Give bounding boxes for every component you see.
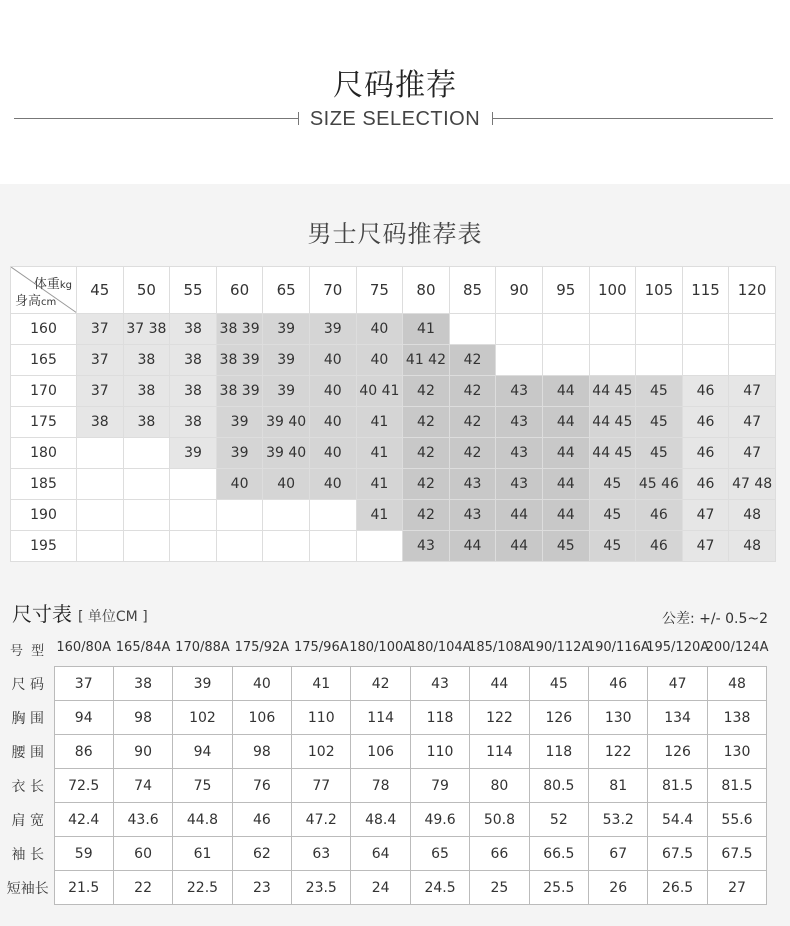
measure-cell: 48: [707, 667, 766, 701]
size-row: [2, 837, 767, 871]
recommend-row: [11, 438, 776, 469]
size-cell: [77, 531, 124, 562]
size-cell: 40: [309, 376, 356, 407]
size-cell: 42: [403, 376, 450, 407]
size-cell: 47: [682, 500, 729, 531]
recommend-row: [11, 407, 776, 438]
size-cell: 43: [403, 531, 450, 562]
model-value: 165/84A: [115, 640, 171, 655]
size-cell: 43: [449, 469, 496, 500]
tolerance: 公差: +/- 0.5~2: [661, 611, 768, 627]
height-header: 195: [11, 531, 77, 562]
weight-header: 80: [403, 267, 450, 314]
size-cell: 40: [356, 314, 403, 345]
weight-text: 体重: [33, 277, 60, 292]
size-unit: [ 单位CM ]: [78, 609, 148, 625]
measure-cell: 55.6: [707, 803, 766, 837]
size-cell: [729, 345, 776, 376]
size-cell: 45: [636, 407, 683, 438]
height-text: 身高: [15, 294, 42, 309]
table-corner: [11, 267, 77, 314]
model-value: 175/96A: [293, 640, 349, 655]
row-label: 胸 围: [11, 710, 44, 727]
size-cell: [682, 345, 729, 376]
measure-cell: 59: [54, 837, 113, 871]
measure-cell: 66.5: [529, 837, 588, 871]
weight-header: 115: [682, 267, 729, 314]
size-cell: 39: [216, 407, 263, 438]
size-cell: 39: [263, 376, 310, 407]
header: [0, 0, 790, 184]
measure-cell: 94: [54, 701, 113, 735]
measure-cell: 130: [707, 735, 766, 769]
measure-cell: 21.5: [54, 871, 113, 905]
recommend-row: [11, 500, 776, 531]
size-cell: 46: [636, 500, 683, 531]
height-header: 190: [11, 500, 77, 531]
measure-cell: 63: [292, 837, 351, 871]
measure-cell: 102: [292, 735, 351, 769]
measure-cell: 22: [113, 871, 172, 905]
size-cell: 47: [729, 438, 776, 469]
measure-cell: 118: [529, 735, 588, 769]
size-cell: 38: [170, 314, 217, 345]
size-cell: 41: [403, 314, 450, 345]
size-row: [2, 667, 767, 701]
size-cell: 41: [356, 438, 403, 469]
measure-cell: 61: [173, 837, 232, 871]
measure-cell: 23: [232, 871, 291, 905]
size-cell: 37: [77, 376, 124, 407]
recommend-row: [11, 376, 776, 407]
recommend-title: 男士尺码推荐表: [307, 220, 483, 248]
measure-cell: 98: [113, 701, 172, 735]
size-cell: 44: [542, 376, 589, 407]
size-cell: [123, 500, 170, 531]
model-value: 180/104A: [408, 640, 472, 655]
weight-header: 45: [77, 267, 124, 314]
size-cell: 47: [729, 376, 776, 407]
measure-cell: 94: [173, 735, 232, 769]
model-value: 190/116A: [586, 640, 650, 655]
model-value: 200/124A: [705, 640, 769, 655]
size-cell: [589, 345, 636, 376]
size-cell: 46: [636, 531, 683, 562]
measure-cell: 44: [470, 667, 529, 701]
size-cell: 41 42: [403, 345, 450, 376]
height-label: [15, 290, 56, 309]
model-value: 185/108A: [468, 640, 531, 655]
height-unit: cm: [41, 297, 57, 308]
measure-cell: 81.5: [707, 769, 766, 803]
size-cell: [123, 438, 170, 469]
size-cell: [542, 345, 589, 376]
size-cell: 41: [356, 469, 403, 500]
size-cell: 45: [589, 469, 636, 500]
weight-header: 55: [170, 267, 217, 314]
measure-cell: 39: [173, 667, 232, 701]
measure-cell: 43: [410, 667, 469, 701]
size-cell: 38: [170, 407, 217, 438]
measure-cell: 43.6: [113, 803, 172, 837]
height-header: 160: [11, 314, 77, 345]
size-cell: [77, 500, 124, 531]
measure-cell: 77: [292, 769, 351, 803]
measure-cell: 106: [232, 701, 291, 735]
measure-cell: 76: [232, 769, 291, 803]
size-cell: [496, 345, 543, 376]
size-cell: 46: [682, 438, 729, 469]
measure-cell: 114: [351, 701, 410, 735]
row-label: 短袖长: [6, 880, 49, 897]
size-cell: 43: [496, 438, 543, 469]
size-cell: 46: [682, 376, 729, 407]
size-cell: 38 39: [216, 376, 263, 407]
model-value: 180/100A: [349, 640, 413, 655]
measure-cell: 122: [470, 701, 529, 735]
measure-cell: 66: [470, 837, 529, 871]
measure-cell: 45: [529, 667, 588, 701]
measure-cell: 52: [529, 803, 588, 837]
measure-cell: 60: [113, 837, 172, 871]
size-cell: 45: [542, 531, 589, 562]
height-header: 165: [11, 345, 77, 376]
size-title-text: 尺寸表: [12, 602, 72, 626]
size-cell: 39 40: [263, 438, 310, 469]
weight-header: 105: [636, 267, 683, 314]
size-cell: 38: [170, 345, 217, 376]
size-cell: [542, 314, 589, 345]
size-cell: [496, 314, 543, 345]
measure-cell: 42: [351, 667, 410, 701]
size-cell: 44: [542, 407, 589, 438]
size-cell: 42: [403, 469, 450, 500]
measure-cell: 122: [589, 735, 648, 769]
measure-cell: 106: [351, 735, 410, 769]
measure-cell: 49.6: [410, 803, 469, 837]
size-cell: 42: [403, 500, 450, 531]
size-cell: 44: [542, 500, 589, 531]
page-subtitle: SIZE SELECTION: [309, 108, 481, 130]
size-cell: 42: [449, 407, 496, 438]
measure-cell: 80: [470, 769, 529, 803]
measure-cell: 26: [589, 871, 648, 905]
height-header: 180: [11, 438, 77, 469]
size-cell: 40: [216, 469, 263, 500]
measure-cell: 126: [529, 701, 588, 735]
measure-cell: 46: [589, 667, 648, 701]
measure-cell: 42.4: [54, 803, 113, 837]
weight-unit: kg: [59, 280, 72, 291]
measure-cell: 41: [292, 667, 351, 701]
measure-cell: 90: [113, 735, 172, 769]
size-cell: [77, 469, 124, 500]
divider-right: [493, 118, 773, 119]
size-cell: 44 45: [589, 376, 636, 407]
measure-cell: 27: [707, 871, 766, 905]
size-cell: 39: [170, 438, 217, 469]
size-cell: 43: [496, 469, 543, 500]
measure-cell: 75: [173, 769, 232, 803]
weight-header: 75: [356, 267, 403, 314]
measure-cell: 26.5: [648, 871, 707, 905]
weight-header: 90: [496, 267, 543, 314]
size-cell: 42: [403, 407, 450, 438]
size-cell: 39: [216, 438, 263, 469]
size-cell: 37: [77, 314, 124, 345]
measure-cell: 24: [351, 871, 410, 905]
measure-cell: 102: [173, 701, 232, 735]
size-cell: 40: [309, 345, 356, 376]
recommend-row: [11, 314, 776, 345]
recommend-table: [10, 266, 776, 562]
size-cell: 47: [682, 531, 729, 562]
size-cell: 38 39: [216, 345, 263, 376]
measure-cell: 81.5: [648, 769, 707, 803]
measure-cell: 40: [232, 667, 291, 701]
size-cell: [170, 500, 217, 531]
size-cell: [682, 314, 729, 345]
size-cell: 44: [542, 438, 589, 469]
size-cell: 41: [356, 407, 403, 438]
model-value: 175/92A: [234, 640, 290, 655]
size-cell: 38 39: [216, 314, 263, 345]
weight-header: 100: [589, 267, 636, 314]
measure-cell: 86: [54, 735, 113, 769]
model-value: 195/120A: [646, 640, 710, 655]
size-cell: [216, 531, 263, 562]
size-cell: 44: [449, 531, 496, 562]
size-section: [0, 184, 790, 926]
height-header: 185: [11, 469, 77, 500]
model-value: 160/80A: [56, 640, 112, 655]
measure-cell: 54.4: [648, 803, 707, 837]
size-cell: 40: [309, 438, 356, 469]
size-cell: 38: [77, 407, 124, 438]
measure-cell: 38: [113, 667, 172, 701]
size-cell: 48: [729, 500, 776, 531]
model-value: 170/88A: [175, 640, 230, 655]
weight-header: 60: [216, 267, 263, 314]
size-cell: 40: [309, 469, 356, 500]
size-table: [2, 666, 767, 905]
measure-cell: 25.5: [529, 871, 588, 905]
size-row: [2, 803, 767, 837]
size-cell: [636, 314, 683, 345]
measure-cell: 67.5: [648, 837, 707, 871]
size-cell: 47: [729, 407, 776, 438]
measure-cell: 130: [589, 701, 648, 735]
weight-header: 65: [263, 267, 310, 314]
size-row: [2, 871, 767, 905]
size-cell: 37: [77, 345, 124, 376]
size-cell: [729, 314, 776, 345]
measure-cell: 23.5: [292, 871, 351, 905]
size-cell: 38: [123, 407, 170, 438]
size-cell: [589, 314, 636, 345]
size-cell: 45: [589, 531, 636, 562]
size-cell: 38: [123, 376, 170, 407]
measure-cell: 80.5: [529, 769, 588, 803]
size-cell: [309, 500, 356, 531]
size-cell: 37 38: [123, 314, 170, 345]
measure-cell: 138: [707, 701, 766, 735]
measure-cell: 78: [351, 769, 410, 803]
measure-cell: 67: [589, 837, 648, 871]
recommend-row: [11, 469, 776, 500]
row-label: 肩 宽: [11, 812, 44, 829]
measure-cell: 47: [648, 667, 707, 701]
measure-cell: 25: [470, 871, 529, 905]
size-cell: 45: [589, 500, 636, 531]
measure-cell: 126: [648, 735, 707, 769]
size-cell: 40: [263, 469, 310, 500]
measure-cell: 46: [232, 803, 291, 837]
weight-header: 85: [449, 267, 496, 314]
row-label: 袖 长: [11, 846, 44, 863]
measure-cell: 134: [648, 701, 707, 735]
model-row: [0, 640, 790, 658]
size-row: [2, 701, 767, 735]
size-cell: 42: [449, 438, 496, 469]
size-cell: [356, 531, 403, 562]
size-cell: [170, 469, 217, 500]
weight-header: 70: [309, 267, 356, 314]
size-cell: 43: [496, 407, 543, 438]
size-cell: 46: [682, 407, 729, 438]
measure-cell: 114: [470, 735, 529, 769]
size-cell: 43: [496, 376, 543, 407]
measure-cell: 64: [351, 837, 410, 871]
weight-header: 50: [123, 267, 170, 314]
measure-cell: 74: [113, 769, 172, 803]
measure-cell: 48.4: [351, 803, 410, 837]
recommend-row: [11, 345, 776, 376]
size-cell: 44 45: [589, 407, 636, 438]
measure-cell: 24.5: [410, 871, 469, 905]
measure-cell: 110: [292, 701, 351, 735]
size-row: [2, 735, 767, 769]
size-cell: 40 41: [356, 376, 403, 407]
size-cell: [309, 531, 356, 562]
model-label: 号 型: [10, 644, 47, 659]
weight-header: 95: [542, 267, 589, 314]
size-cell: [123, 531, 170, 562]
measure-cell: 53.2: [589, 803, 648, 837]
size-cell: [263, 500, 310, 531]
measure-cell: 22.5: [173, 871, 232, 905]
measure-cell: 47.2: [292, 803, 351, 837]
size-cell: 42: [403, 438, 450, 469]
model-value: 190/112A: [527, 640, 591, 655]
measure-cell: 118: [410, 701, 469, 735]
row-label: 腰 围: [11, 744, 44, 761]
recommend-row: [11, 531, 776, 562]
size-cell: 45: [636, 438, 683, 469]
measure-cell: 62: [232, 837, 291, 871]
measure-cell: 79: [410, 769, 469, 803]
row-label: 衣 长: [11, 778, 44, 795]
size-cell: 44: [496, 500, 543, 531]
size-cell: 46: [682, 469, 729, 500]
size-cell: 39: [263, 314, 310, 345]
measure-cell: 67.5: [707, 837, 766, 871]
measure-cell: 37: [54, 667, 113, 701]
size-cell: [636, 345, 683, 376]
measure-cell: 65: [410, 837, 469, 871]
size-cell: 44: [496, 531, 543, 562]
size-cell: 38: [123, 345, 170, 376]
measure-cell: 50.8: [470, 803, 529, 837]
size-cell: [263, 531, 310, 562]
size-cell: [170, 531, 217, 562]
measure-cell: 81: [589, 769, 648, 803]
recommend-header-row: [11, 267, 776, 314]
size-cell: 45: [636, 376, 683, 407]
height-header: 170: [11, 376, 77, 407]
size-row: [2, 769, 767, 803]
height-header: 175: [11, 407, 77, 438]
page-title: 尺码推荐: [333, 68, 457, 103]
size-cell: [77, 438, 124, 469]
size-cell: 40: [309, 407, 356, 438]
size-cell: 48: [729, 531, 776, 562]
size-cell: 42: [449, 345, 496, 376]
size-cell: 39: [309, 314, 356, 345]
row-label: 尺 码: [11, 676, 44, 693]
size-cell: 39: [263, 345, 310, 376]
size-table-title: [12, 598, 148, 627]
size-cell: [123, 469, 170, 500]
size-cell: [449, 314, 496, 345]
size-cell: 40: [356, 345, 403, 376]
size-cell: 41: [356, 500, 403, 531]
size-cell: 44: [542, 469, 589, 500]
size-cell: 47 48: [729, 469, 776, 500]
measure-cell: 44.8: [173, 803, 232, 837]
size-cell: 42: [449, 376, 496, 407]
size-cell: 43: [449, 500, 496, 531]
size-cell: 45 46: [636, 469, 683, 500]
measure-cell: 110: [410, 735, 469, 769]
size-cell: 44 45: [589, 438, 636, 469]
measure-cell: 98: [232, 735, 291, 769]
size-cell: 39 40: [263, 407, 310, 438]
measure-cell: 72.5: [54, 769, 113, 803]
size-cell: [216, 500, 263, 531]
size-cell: 38: [170, 376, 217, 407]
weight-header: 120: [729, 267, 776, 314]
